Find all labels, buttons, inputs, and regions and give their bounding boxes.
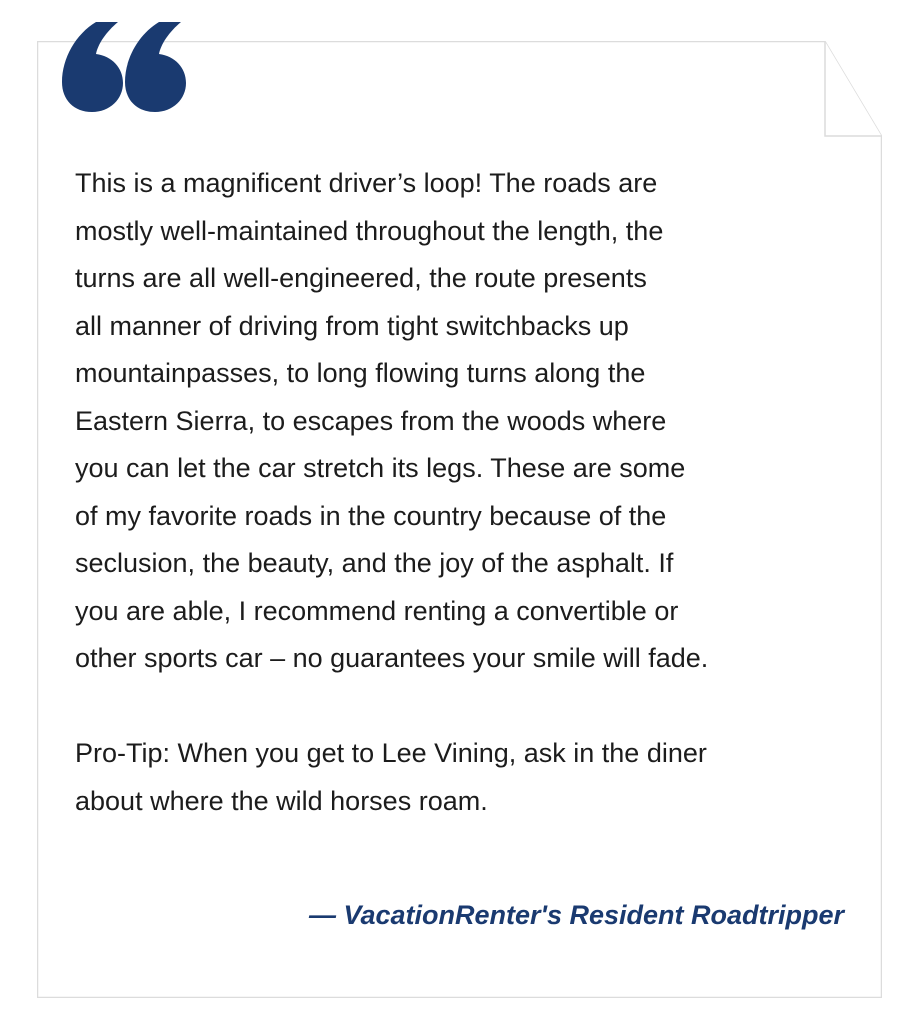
testimonial-attribution: — VacationRenter's Resident Roadtripper [308,900,844,930]
text-line: seclusion, the beauty, and the joy of the asphalt. If [75,548,674,578]
pro-tip-paragraph [75,730,835,825]
text-line: about where the wild horses roam. [75,785,488,816]
text-line: Eastern Sierra, to escapes from the woods where [75,405,667,436]
text-line: mostly well-maintained throughout the length, the [75,215,664,246]
text-line: mountainpasses, to long flowing turns along the [75,358,646,388]
text-line: This is a magnificent driver’s loop! The roads are [75,168,658,198]
text-line: Pro-Tip: When you get to Lee Vining, ask in the diner [75,738,707,768]
text-line: you can let the car stretch its legs. These are some [75,453,686,483]
text-line: all manner of driving from tight switchbacks up [75,310,629,341]
testimonial-paragraph [75,160,835,683]
text-line: turns are all well-engineered, the route presents [75,263,647,293]
text-line: of my favorite roads in the country because of the [75,500,667,531]
open-quote-icon [62,22,186,112]
testimonial-body [75,160,835,873]
text-line: you are able, I recommend renting a convertible or [75,595,679,626]
text-line: other sports car – no guarantees your smile will fade. [75,643,709,673]
